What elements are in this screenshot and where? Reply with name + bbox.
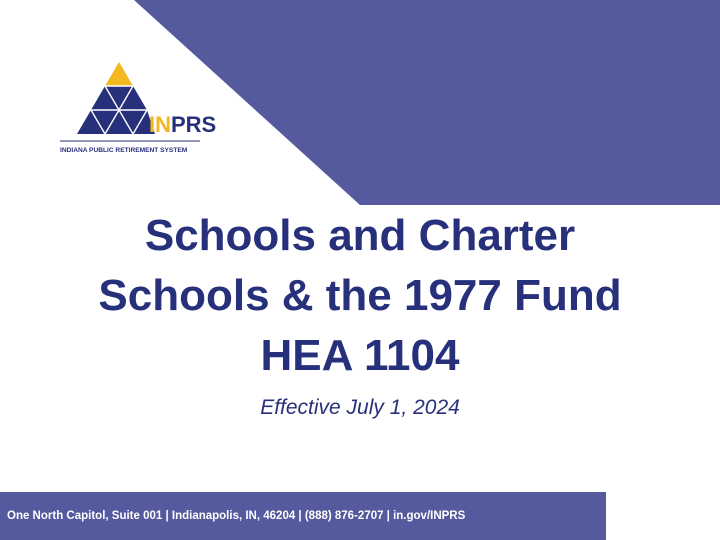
inprs-logo	[55, 58, 217, 160]
logo-wordmark-in: IN	[149, 112, 171, 137]
logo-tagline: INDIANA PUBLIC RETIREMENT SYSTEM	[60, 147, 188, 154]
effective-date-subtitle: Effective July 1, 2024	[260, 396, 460, 419]
svg-text:INPRS	[149, 112, 216, 137]
logo-graphic	[55, 58, 217, 160]
footer-bar	[0, 492, 606, 540]
title-line-1: Schools and Charter	[144, 211, 576, 260]
footer-contact-text: One North Capitol, Suite 001 | Indianapolis, IN, 46204 | (888) 876-2707 | in.gov/INPRS	[7, 510, 466, 522]
logo-wordmark-prs: PRS	[171, 112, 217, 137]
page-title	[0, 206, 720, 386]
corner-band-shape	[134, 0, 720, 205]
title-line-3: HEA 1104	[260, 331, 460, 380]
triangle-pyramid-icon	[77, 62, 155, 134]
title-line-2: Schools & the 1977 Fund	[98, 271, 622, 320]
